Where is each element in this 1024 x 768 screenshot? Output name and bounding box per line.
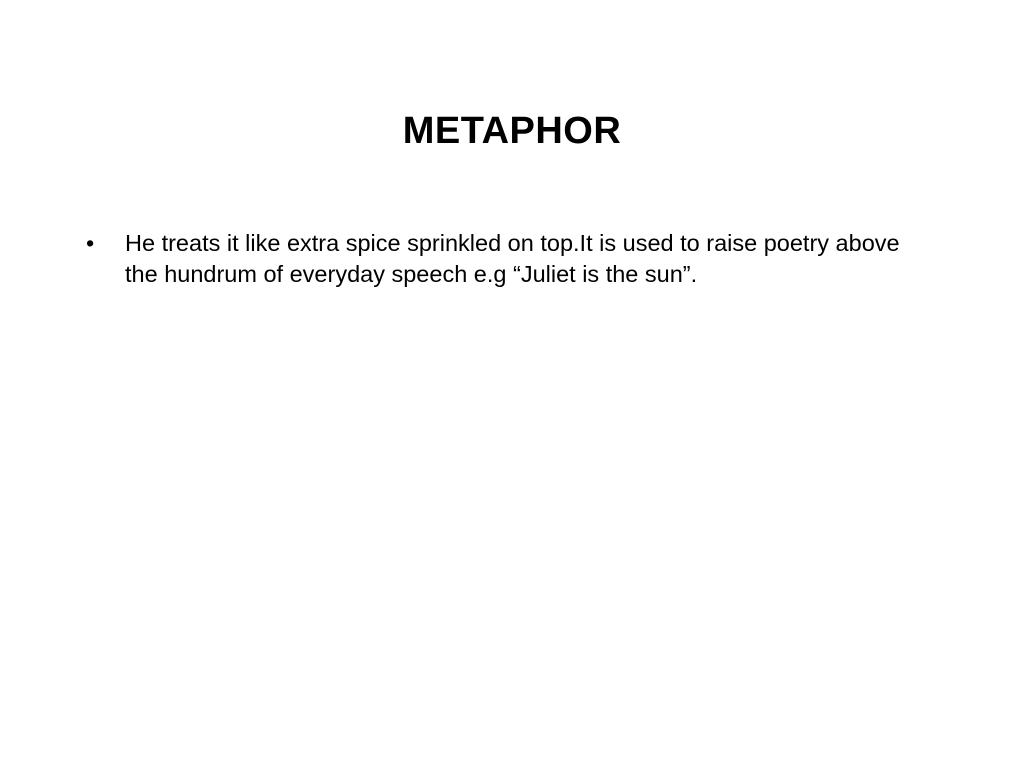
bullet-list	[86, 228, 926, 290]
slide-title: METAPHOR	[402, 110, 622, 152]
bullet-text: He treats it like extra spice sprinkled on top.It is used to raise poetry above the hundrum of everyday speech e.g “Juliet is the sun”.	[125, 230, 900, 287]
bullet-item	[86, 228, 926, 290]
bullet-marker: •	[86, 230, 95, 256]
